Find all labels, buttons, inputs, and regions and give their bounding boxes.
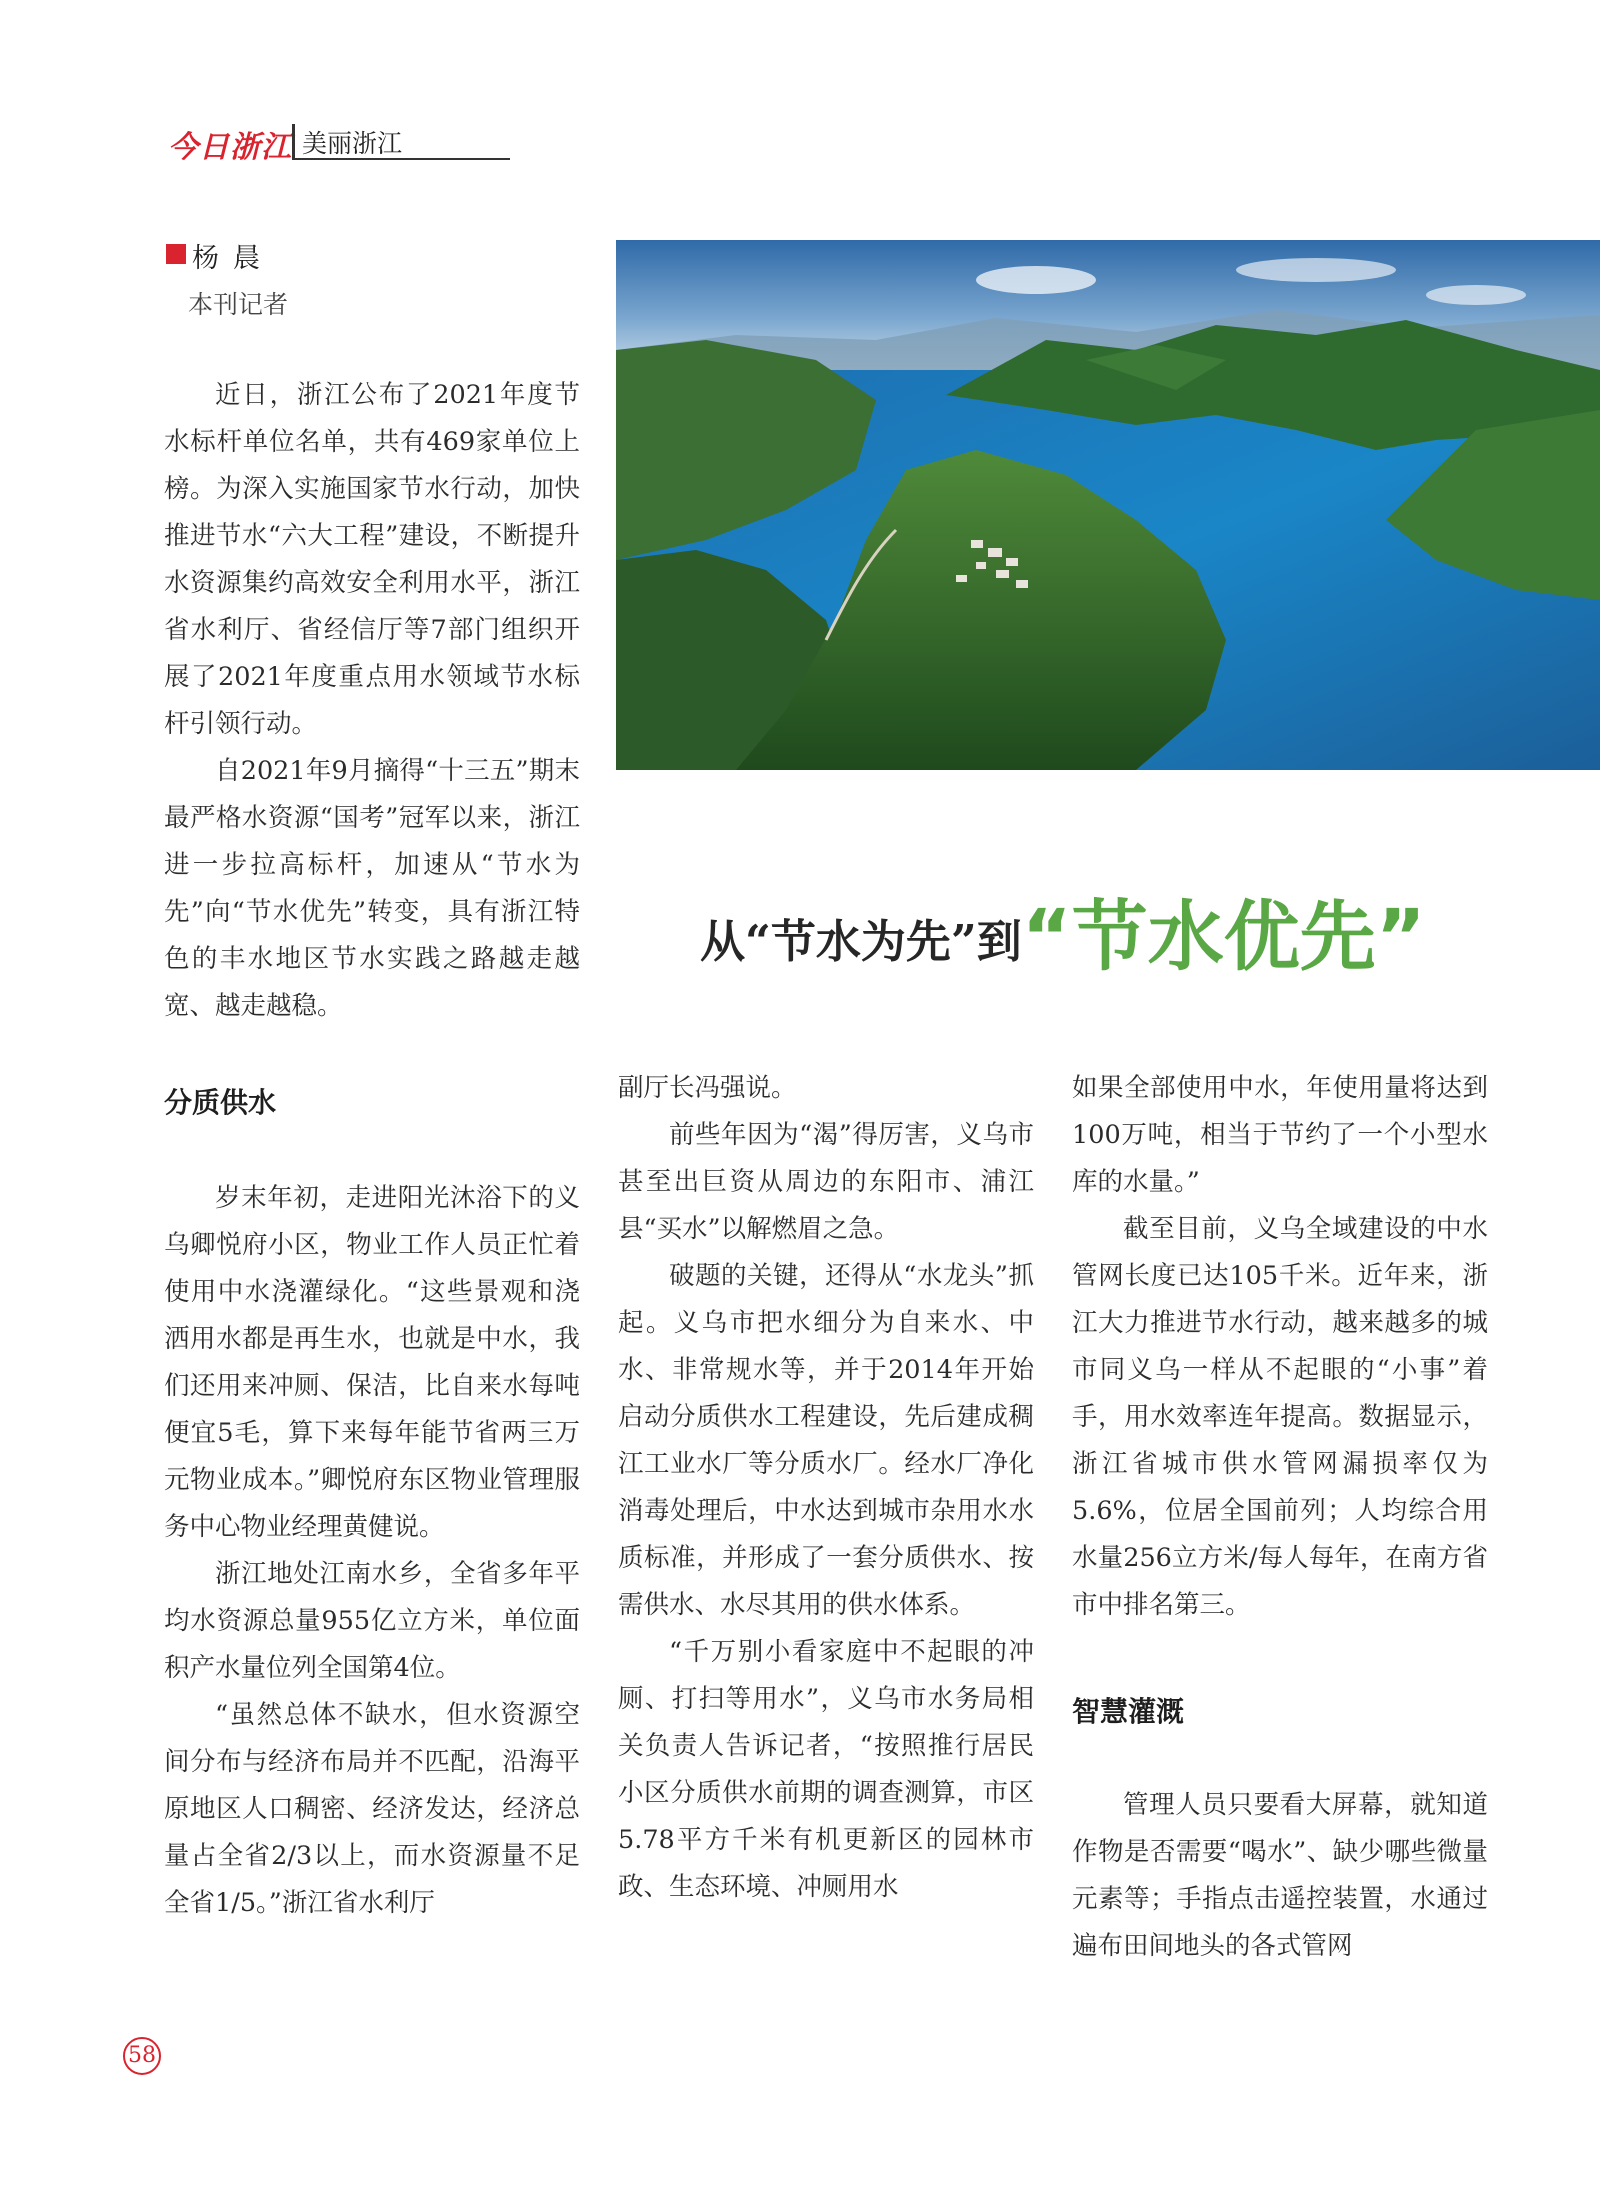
col1-paragraph-2: 浙江地处江南水乡，全省多年平均水资源总量955亿立方米，单位面积产水量位列全国第4位。 — [164, 1559, 580, 1683]
section-heading-2: 智慧灌溉 — [1072, 1695, 1185, 1728]
col2-paragraph-3: “千万别小看家庭中不起眼的冲厕、打扫等用水”，义乌市水务局相关负责人告诉记者，“按照推行居民小区分质供水前期的调查测算，市区5.78平方千米有机更新区的园林市政、生态环境、冲厕用水 — [618, 1637, 1034, 1902]
header-rule — [292, 158, 510, 160]
col3-continuation: 如果全部使用中水，年使用量将达到100万吨，相当于节约了一个小型水库的水量。” — [1072, 1073, 1488, 1197]
column-2 — [618, 1065, 1034, 1911]
section-name: 美丽浙江 — [302, 129, 403, 158]
section-2-text — [1072, 1782, 1488, 1970]
article-headline — [700, 876, 1426, 985]
masthead-logo: 今日浙江 — [168, 130, 292, 165]
intro-paragraph-2: 自2021年9月摘得“十三五”期末最严格水资源“国考”冠军以来，浙江进一步拉高标杆，加速从“节水为先”向“节水优先”转变，具有浙江特色的丰水地区节水实践之路越走越宽、越走越稳。 — [164, 756, 580, 1021]
column-3 — [1072, 1065, 1488, 1629]
col2-paragraph-1: 前些年因为“渴”得厉害，义乌市甚至出巨资从周边的东阳市、浦江县“买水”以解燃眉之急。 — [618, 1120, 1034, 1244]
col1-paragraph-1: 岁末年初，走进阳光沐浴下的义乌卿悦府小区，物业工作人员正忙着使用中水浇灌绿化。“这些景观和浇洒用水都是再生水，也就是中水，我们还用来冲厕、保洁，比自来水每吨便宜5毛，算下来每年能节省两三万元物业成本。”卿悦府东区物业管理服务中心物业经理黄健说。 — [164, 1183, 580, 1542]
col2-continuation: 副厅长冯强说。 — [618, 1073, 797, 1103]
page-number: 58 — [123, 2037, 161, 2075]
author-name: 杨晨 — [192, 243, 274, 274]
headline-prefix: 从“节水为先”到 — [700, 915, 1022, 968]
intro-paragraph-1: 近日，浙江公布了2021年度节水标杆单位名单，共有469家单位上榜。为深入实施国家节水行动，加快推进节水“六大工程”建设，不断提升水资源集约高效安全利用水平，浙江省水利厅、省经信厅等7部门组织开展了2021年度重点用水领域节水标杆引领行动。 — [164, 380, 580, 739]
col1-paragraph-3: “虽然总体不缺水，但水资源空间分布与经济布局并不匹配，沿海平原地区人口稠密、经济发达，经济总量占全省2/3以上，而水资源量不足全省1/5。”浙江省水利厅 — [164, 1700, 580, 1918]
byline-marker-square — [166, 244, 186, 264]
header-separator — [292, 124, 295, 158]
intro-text — [164, 372, 580, 1030]
col2-paragraph-2: 破题的关键，还得从“水龙头”抓起。义乌市把水细分为自来水、中水、非常规水等，并于2014年开始启动分质供水工程建设，先后建成稠江工业水厂等分质水厂。经水厂净化消毒处理后，中水达到城市杂用水水质标准，并形成了一套分质供水、按需供水、水尽其用的供水体系。 — [618, 1261, 1034, 1620]
column-1 — [164, 1175, 580, 1927]
section-heading-1: 分质供水 — [164, 1086, 277, 1119]
lake-aerial-photo — [616, 240, 1600, 770]
headline-highlight: “节水优先” — [1021, 892, 1426, 981]
author-role: 本刊记者 — [188, 290, 289, 319]
col3-paragraph-1: 截至目前，义乌全域建设的中水管网长度已达105千米。近年来，浙江大力推进节水行动，越来越多的城市同义乌一样从不起眼的“小事”着手，用水效率连年提高。数据显示，浙江省城市供水管网漏损率仅为5.6%，位居全国前列；人均综合用水量256立方米/每人每年，在南方省市中排名第三。 — [1072, 1214, 1488, 1620]
section2-paragraph-1: 管理人员只要看大屏幕，就知道作物是否需要“喝水”、缺少哪些微量元素等；手指点击遥控装置，水通过遍布田间地头的各式管网 — [1072, 1790, 1488, 1961]
